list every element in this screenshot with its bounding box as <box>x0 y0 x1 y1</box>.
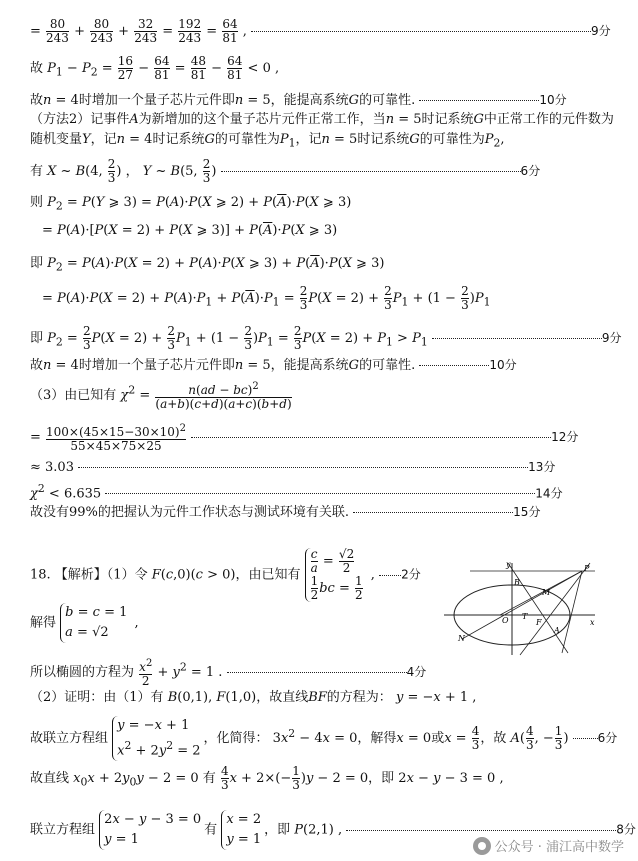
eq-line-2: 故 $P_1 - P_2$ = $\frac{16}{27}$ − $\frac{64}{81}$ = $\frac{48}{81}$ − $\frac{64}{81}$ < 0 , <box>30 54 280 82</box>
p18-system-1: 故联立方程组 y = −x + 1 $x^2 + 2y^2 = 2$ ，化简得： $3x^2 - 4x = 0$，解得x = 0或x = $\frac{4}{3}$ ，故 A( $\frac{4}{3}$ , − $\frac{1}{3}$ ) 6分 <box>30 716 617 761</box>
p18-system-2: 联立方程组 2x − y − 3 = 0 y = 1 有 x = 2 y = 1 ，即 P(2,1) , 8分 <box>30 810 636 850</box>
chi-formula: （3）由已知有 $\chi^2$ = $\frac{n(ad - bc)^2}{(a+b)(c+d)(a+c)(b+d)}$ <box>30 381 292 411</box>
label-t: T <box>522 612 528 621</box>
line-tangent <box>520 563 590 655</box>
p18-part2: （2）证明：由（1）有 B(0,1), F(1,0)，故直线BF的方程为： y = −x + 1 , <box>30 690 477 705</box>
derivation-line-3: 即 $P_2 = P(A)\cdot P(X = 2) + P(A)\cdot P(X$ ⩾ $3) + P(\overline{A})\cdot P(X$ ⩾ 3) <box>30 256 385 274</box>
p18-ellipse: 所以椭圆的方程为 $\frac{x^2}{2}$ + $y^2 = 1$ . 4分 <box>30 658 427 688</box>
ellipse-figure <box>440 557 600 657</box>
label-f: F <box>536 618 542 627</box>
chi-compute: = $\frac{100\times(45\times 15-30\times 10)^2}{55\times 45\times 75\times 25}$ 12分 <box>30 423 579 453</box>
watermark <box>473 836 624 855</box>
wechat-icon <box>473 837 491 855</box>
final-conclusion: 故没有99%的把握认为元件工作状态与测试环境有关联. 15分 <box>30 505 541 520</box>
derivation-line-2: = P(A)·[P(X = 2) + P(X ⩾ $3)] + P(\overline{A})\cdot P(X$ ⩾ 3) <box>42 223 338 238</box>
label-b: B <box>514 578 520 587</box>
watermark-text: 公众号 · 浦江高中数学 <box>494 840 624 855</box>
p18-solve: 解得 b = c = 1 a = √2 , <box>30 603 139 643</box>
method2-line-1: （方法2）记事件A为新增加的这个量子芯片元件正常工作，当n = 5时记系统G中正常工作的元件数为 <box>30 112 614 127</box>
derivation-line-5: 即 $P_2$ = $\frac{2}{3}$ P(X = 2) + $\frac{2}{3}$ $P_1 + (1$ − $\frac{2}{3}$ )$P_1$ = $\frac{2}{3}$ $P(X = 2) + P_1 > P_1$ 9分 <box>30 324 622 352</box>
conclusion-line-1: 故n = 4时增加一个量子芯片元件即n = 5，能提高系统G的可靠性. 10分 <box>30 93 567 108</box>
eq-line-1: = $\frac{80}{243}$ + $\frac{80}{243}$ + $\frac{32}{243}$ = $\frac{192}{243}$ = $\frac{64}{81}$ , 9分 <box>30 17 611 45</box>
line-pa <box>562 571 582 653</box>
chi-approx: ≈ 3.03 13分 <box>30 460 556 475</box>
label-y: y <box>506 560 511 569</box>
label-n: N <box>458 634 465 643</box>
label-p: P <box>584 564 590 573</box>
p18-line: 故直线 $x_0x + 2y_0y - 2 = 0$ 有 $\frac{4}{3}$ x + 2×(− $\frac{1}{3}$ )y − 2 = 0，即 2x − y − 3 = 0 , <box>30 764 504 792</box>
derivation-line-4: = $P(A)\cdot P(X = 2) + P(A)\cdot P_1 + P(\overline{A})\cdot P_1$ = $\frac{2}{3}$ P(X = 2) + $\frac{2}{3}$ $P_1 + (1$ − $\frac{2}{3}$ )$P_1$ <box>42 284 491 312</box>
label-a: A <box>554 626 560 635</box>
p18-head: 18. 【解析】（1）令 F(c,0)(c > 0)，由已知有 $\frac{c}{a}$ = $\frac{√2}{2}$ $\frac{1}{2}$ bc = $\frac{1}{2}$ , 2分 <box>30 547 421 602</box>
derivation-line-1: 则 $P_2 = P(Y$ ⩾ 3) = P(A)·P(X ⩾ $2) + P(\overline{A})\cdot P(X$ ⩾ 3) <box>30 195 352 213</box>
label-o: O <box>502 616 509 625</box>
conclusion-line-2: 故n = 4时增加一个量子芯片元件即n = 5，能提高系统G的可靠性. 10分 <box>30 358 517 373</box>
label-m: M <box>542 588 551 597</box>
label-x: x <box>590 618 595 627</box>
chi-compare: $\chi^2 < 6.635$ 14分 <box>30 482 563 502</box>
distribution-line: 有 X ~ B(4, $\frac{2}{3}$ ) ， Y ~ B(5, $\frac{2}{3}$ ) 6分 <box>30 157 541 185</box>
method2-line-2: 随机变量Y，记n = 4时记系统G的可靠性为$P_1$，记n = 5时记系统G的可靠性为$P_2$, <box>30 132 505 150</box>
